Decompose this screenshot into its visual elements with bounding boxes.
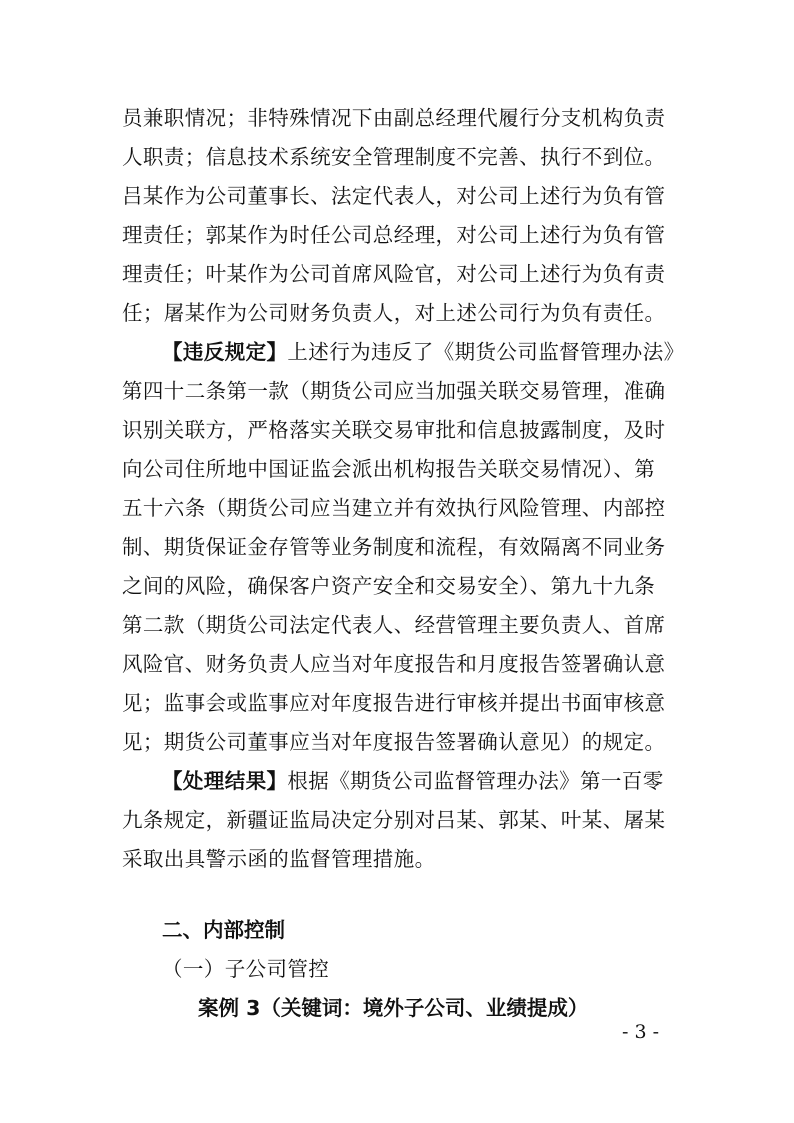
body-line: 人职责；信息技术系统安全管理制度不完善、执行不到位。 bbox=[122, 145, 666, 169]
violation-text: 上述行为违反了《期货公司监督管理办法》 bbox=[287, 340, 685, 364]
body-line: 之间的风险，确保客户资产安全和交易安全）、第九十九条 bbox=[122, 574, 656, 598]
section-heading: 二、内部控制 bbox=[162, 918, 285, 942]
body-line: 制、期货保证金存管等业务制度和流程，有效隔离不同业务 bbox=[122, 535, 666, 559]
sub-heading: （一）子公司管控 bbox=[162, 957, 330, 981]
body-line: 第四十二条第一款（期货公司应当加强关联交易管理，准确 bbox=[122, 379, 666, 403]
body-line: 向公司住所地中国证监会派出机构报告关联交易情况）、第 bbox=[122, 457, 656, 481]
body-line: 采取出具警示函的监督管理措施。 bbox=[122, 847, 436, 871]
violation-label: 【违反规定】 bbox=[162, 340, 288, 364]
body-line: 第二款（期货公司法定代表人、经营管理主要负责人、首席 bbox=[122, 613, 666, 637]
body-line: 风险官、财务负责人应当对年度报告和月度报告签署确认意 bbox=[122, 652, 666, 676]
body-line: 理责任；郭某作为时任公司总经理，对公司上述行为负有管 bbox=[122, 223, 666, 247]
body-line: 任；屠某作为公司财务负责人，对上述公司行为负有责任。 bbox=[122, 301, 666, 325]
page-number: - 3 - bbox=[622, 1021, 660, 1043]
result-first-line bbox=[162, 767, 677, 795]
result-label: 【处理结果】 bbox=[162, 769, 288, 793]
body-line: 见；监事会或监事应对年度报告进行审核并提出书面审核意 bbox=[122, 691, 666, 715]
body-line: 见；期货公司董事应当对年度报告签署确认意见）的规定。 bbox=[122, 730, 666, 754]
violation-first-line bbox=[162, 338, 685, 366]
body-line: 识别关联方，严格落实关联交易审批和信息披露制度，及时 bbox=[122, 418, 666, 442]
body-line: 员兼职情况；非特殊情况下由副总经理代履行分支机构负责 bbox=[122, 106, 666, 130]
body-line: 九条规定，新疆证监局决定分别对吕某、郭某、叶某、屠某 bbox=[122, 808, 666, 832]
body-line: 五十六条（期货公司应当建立并有效执行风险管理、内部控 bbox=[122, 496, 666, 520]
body-line: 吕某作为公司董事长、法定代表人，对公司上述行为负有管 bbox=[122, 184, 666, 208]
case-title: 案例 3（关键词：境外子公司、业绩提成） bbox=[198, 996, 589, 1020]
body-line: 理责任；叶某作为公司首席风险官，对公司上述行为负有责 bbox=[122, 262, 666, 286]
result-text: 根据《期货公司监督管理办法》第一百零 bbox=[287, 769, 664, 793]
